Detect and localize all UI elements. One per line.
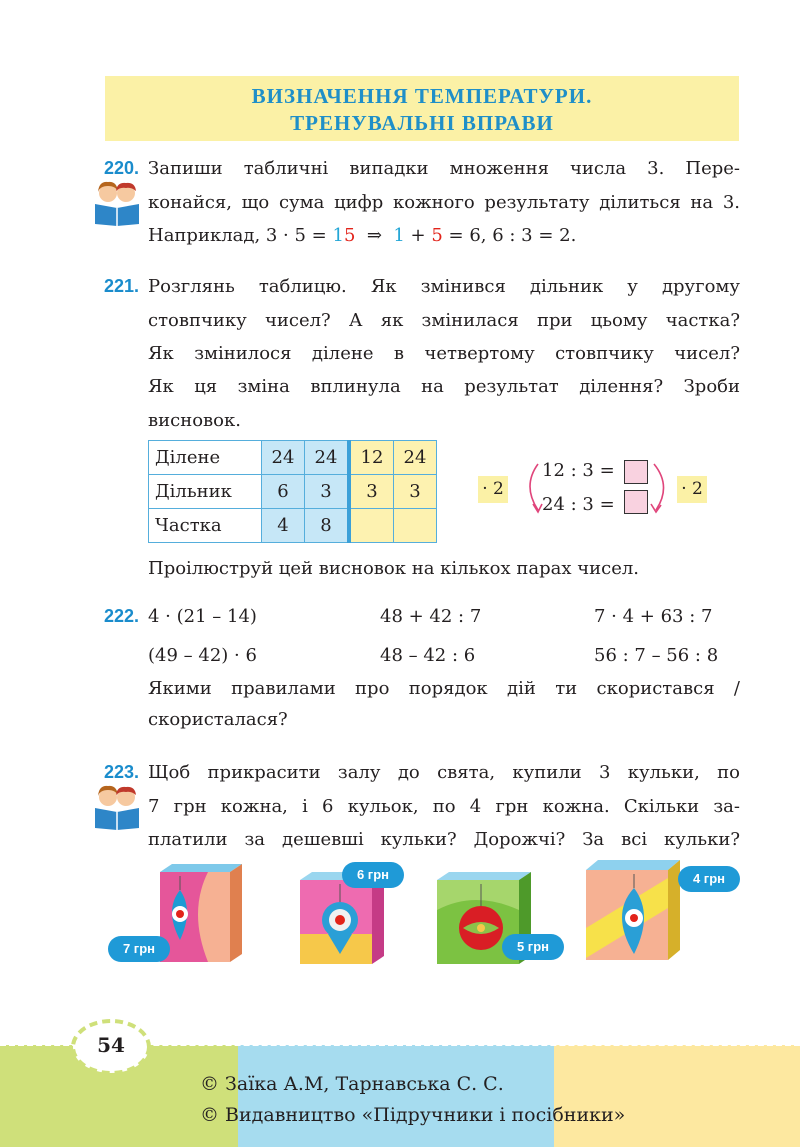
example-text: Наприклад, 3 · 5 = (148, 225, 333, 246)
table-row (149, 475, 437, 509)
exercise-220-number: 220. (104, 158, 140, 178)
example-result: = 6, 6 : 3 = 2. (442, 225, 577, 246)
expression-3: 7 · 4 + 63 : 7 (594, 606, 713, 627)
exercise-222-number: 222. (104, 606, 140, 626)
exercise-221-after: Проілюструй цей висновок на кількох парах чисел. (148, 558, 640, 579)
page-number: 54 (97, 1033, 125, 1057)
exercise-221-number: 221. (104, 276, 140, 296)
division-table (148, 440, 437, 543)
exercise-221-line-2: стовпчику чисел? А як змінилася при цьому частка? (148, 310, 740, 331)
table-cell: 3 (394, 475, 437, 509)
row-label: Частка (149, 509, 262, 543)
ornament-box-4 (584, 858, 680, 960)
reading-children-icon (89, 782, 145, 830)
price-badge-5: 5 грн (502, 934, 564, 960)
expression-2: 48 + 42 : 7 (380, 606, 482, 627)
answer-box-1[interactable] (624, 460, 648, 484)
table-cell: 3 (349, 475, 394, 509)
row-label: Дільник (149, 475, 262, 509)
exercise-223-line-2: 7 грн кожна, і 6 кульок, по 4 грн кожна. Скільки за- (148, 796, 740, 817)
plus-sign: + (404, 225, 432, 246)
title-line-2: ТРЕНУВАЛЬНІ ВПРАВИ (290, 111, 554, 135)
digit-one: 1 (332, 225, 344, 246)
exercise-220-line-3 (148, 225, 576, 247)
exercise-222-line-3: Якими правилами про порядок дій ти скористався / (148, 678, 740, 699)
price-badge-7: 7 грн (108, 936, 170, 962)
table-cell: 4 (262, 509, 305, 543)
copyright-publisher: © Видавництво «Підручники і посібники» (200, 1104, 626, 1126)
reading-children-icon (89, 178, 145, 226)
exercise-221-line-4: Як ця зміна вплинула на результат ділення? Зроби (148, 376, 740, 397)
table-cell: 12 (349, 441, 394, 475)
exercise-221-line-3: Як змінилося ділене в четвертому стовпчику чисел? (148, 343, 740, 364)
equation-2: 24 : 3 = (542, 494, 615, 515)
exercise-221-line-5: висновок. (148, 410, 241, 431)
price-badge-4: 4 грн (678, 866, 740, 892)
table-row (149, 509, 437, 543)
table-cell: 6 (262, 475, 305, 509)
exercise-223-number: 223. (104, 762, 140, 782)
exercise-220-line-2: конайся, що сума цифр кожного результату ділиться на 3. (148, 192, 740, 213)
right-multiplier-label: · 2 (677, 476, 707, 503)
footer-band-yellow (554, 1045, 800, 1147)
digit-one-sum: 1 (393, 225, 405, 246)
table-cell: 8 (305, 509, 350, 543)
expression-5: 48 – 42 : 6 (380, 645, 476, 666)
table-cell: 3 (305, 475, 350, 509)
implies-sign: ⇒ (355, 225, 394, 246)
title-banner (105, 76, 739, 141)
table-cell-empty (349, 509, 394, 543)
digit-five-sum: 5 (431, 225, 443, 246)
exercise-220-line-1: Запиши табличні випадки множення числа 3. Пере- (148, 158, 740, 179)
table-row (149, 441, 437, 475)
answer-box-2[interactable] (624, 490, 648, 514)
row-label: Ділене (149, 441, 262, 475)
expression-6: 56 : 7 – 56 : 8 (594, 645, 719, 666)
exercise-223-line-3: платили за дешевші кульки? Дорожчі? За всі кульки? (148, 829, 740, 850)
table-cell-empty (394, 509, 437, 543)
footer-band-blue (238, 1045, 554, 1147)
expression-4: (49 – 42) · 6 (148, 645, 257, 666)
ornament-box-1 (158, 862, 242, 962)
price-badge-6: 6 грн (342, 862, 404, 888)
left-multiplier-label: · 2 (478, 476, 508, 503)
copyright-authors: © Заїка А.М, Тарнавська С. С. (200, 1073, 504, 1095)
table-cell: 24 (394, 441, 437, 475)
equation-1: 12 : 3 = (542, 460, 615, 481)
title-line-1: ВИЗНАЧЕННЯ ТЕМПЕРАТУРИ. (251, 84, 593, 108)
exercise-222-line-4: скористалася? (148, 709, 288, 730)
exercise-223-line-1: Щоб прикрасити залу до свята, купили 3 кульки, по (148, 762, 740, 783)
digit-five: 5 (343, 225, 356, 246)
table-cell: 24 (305, 441, 350, 475)
expression-1: 4 · (21 – 14) (148, 606, 257, 627)
table-cell: 24 (262, 441, 305, 475)
exercise-221-line-1: Розглянь таблицю. Як змінився дільник у другому (148, 276, 740, 297)
